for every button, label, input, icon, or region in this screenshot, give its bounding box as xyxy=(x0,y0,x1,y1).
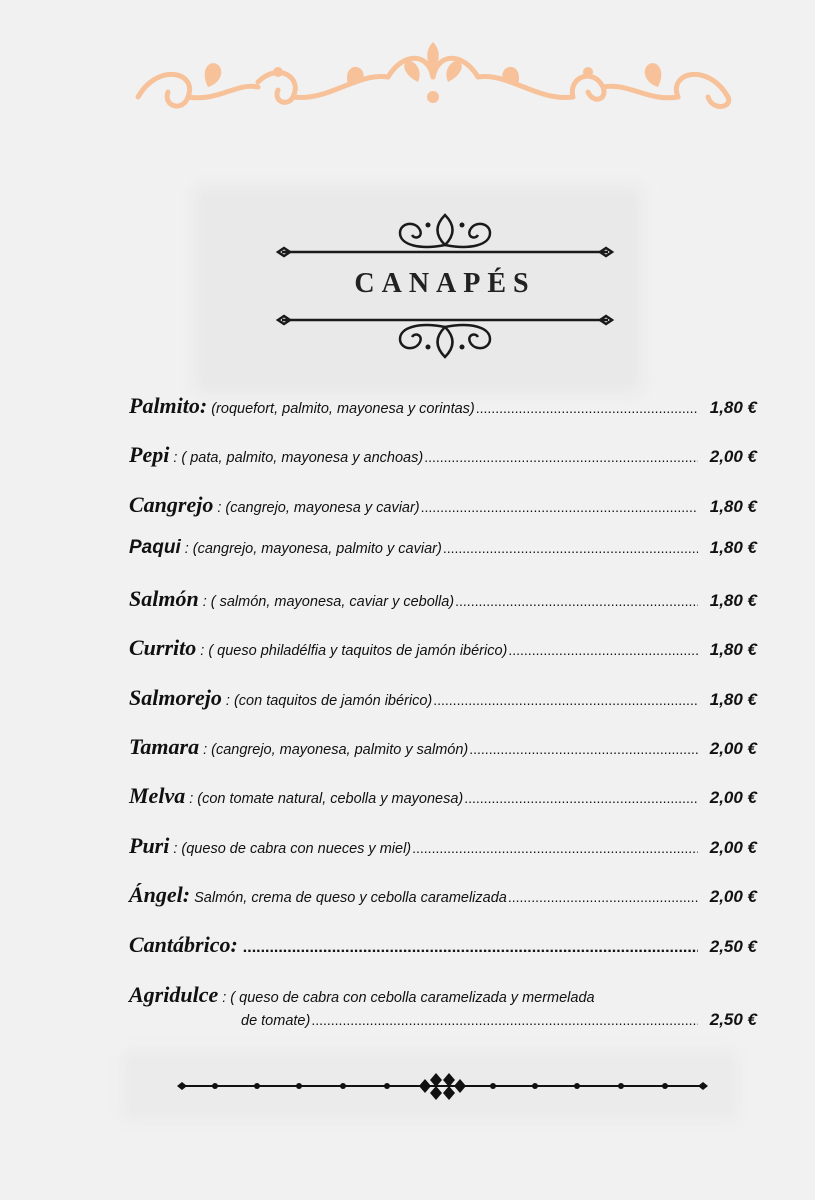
item-description: (roquefort, palmito, mayonesa y corintas) xyxy=(211,401,475,417)
item-price: 2,50 € xyxy=(709,937,757,956)
page-title: CANAPÉS xyxy=(354,268,536,299)
item-price: 1,80 € xyxy=(709,538,757,557)
item-price: 2,00 € xyxy=(709,788,757,807)
item-name: Tamara xyxy=(129,734,200,759)
item-name: Currito xyxy=(129,635,197,660)
item-price: 1,80 € xyxy=(709,497,757,516)
top-floral-ornament xyxy=(128,42,738,122)
menu-item xyxy=(129,537,757,567)
dot-leader xyxy=(433,692,698,708)
item-name: Agridulce xyxy=(129,982,219,1007)
item-name: Puri xyxy=(129,833,170,858)
item-name: Ángel: xyxy=(129,882,191,907)
item-name: Cangrejo xyxy=(129,492,214,517)
dot-leader xyxy=(424,449,698,465)
item-price: 2,00 € xyxy=(709,838,757,857)
item-price: 2,00 € xyxy=(709,447,757,466)
menu-item xyxy=(129,833,757,863)
item-name: Palmito: xyxy=(129,393,208,418)
dot-leader xyxy=(469,741,698,757)
item-description: : (cangrejo, mayonesa, palmito y salmón) xyxy=(203,742,469,758)
menu-item xyxy=(129,882,757,912)
item-description: : ( queso philadélfia y taquitos de jamón ibérico) xyxy=(200,643,508,659)
dot-leader xyxy=(412,840,698,856)
item-price: 2,50 € xyxy=(709,1010,757,1029)
item-description: Salmón, crema de queso y cebolla caramelizada xyxy=(194,890,507,906)
item-price: 2,00 € xyxy=(709,887,757,906)
menu-item xyxy=(129,393,757,423)
item-name: Cantábrico: xyxy=(129,932,238,957)
dot-leader xyxy=(311,1012,698,1028)
menu-item xyxy=(129,932,757,962)
item-description: : ( queso de cabra con cebolla caramelizada y mermelada xyxy=(222,990,595,1006)
menu-item xyxy=(129,783,757,813)
item-price: 1,80 € xyxy=(709,398,757,417)
item-description: : ( salmón, mayonesa, caviar y cebolla) xyxy=(202,594,455,610)
item-price: 1,80 € xyxy=(709,690,757,709)
item-description: : ( pata, palmito, mayonesa y anchoas) xyxy=(173,450,424,466)
menu-item xyxy=(129,492,757,522)
dot-leader xyxy=(508,642,698,658)
dot-leader xyxy=(455,593,698,609)
menu-item xyxy=(129,586,757,616)
item-description: : (cangrejo, mayonesa y caviar) xyxy=(217,500,420,516)
menu-item xyxy=(129,442,757,472)
dot-leader xyxy=(243,939,698,957)
item-name: Salmón xyxy=(129,586,199,611)
menu-item xyxy=(129,685,757,715)
item-description: : (queso de cabra con nueces y miel) xyxy=(173,841,412,857)
dot-leader xyxy=(421,499,698,515)
menu-item xyxy=(129,982,757,1030)
dot-leader xyxy=(443,540,698,556)
item-description: : (cangrejo, mayonesa, palmito y caviar) xyxy=(184,541,442,557)
item-price: 1,80 € xyxy=(709,591,757,610)
item-description: : (con taquitos de jamón ibérico) xyxy=(225,693,433,709)
item-name: Paqui xyxy=(129,537,181,558)
item-price: 2,00 € xyxy=(709,739,757,758)
item-description-continued: de tomate) xyxy=(241,1013,311,1029)
item-name: Salmorejo xyxy=(129,685,222,710)
item-name: Melva xyxy=(129,783,186,808)
bottom-divider-ornament xyxy=(175,1070,710,1102)
menu-item xyxy=(129,635,757,665)
dot-leader xyxy=(464,790,698,806)
dot-leader xyxy=(476,400,698,416)
item-name: Pepi xyxy=(129,442,170,467)
dot-leader xyxy=(508,889,698,905)
menu-item xyxy=(129,734,757,764)
item-price: 1,80 € xyxy=(709,640,757,659)
item-description: : (con tomate natural, cebolla y mayonesa) xyxy=(189,791,464,807)
